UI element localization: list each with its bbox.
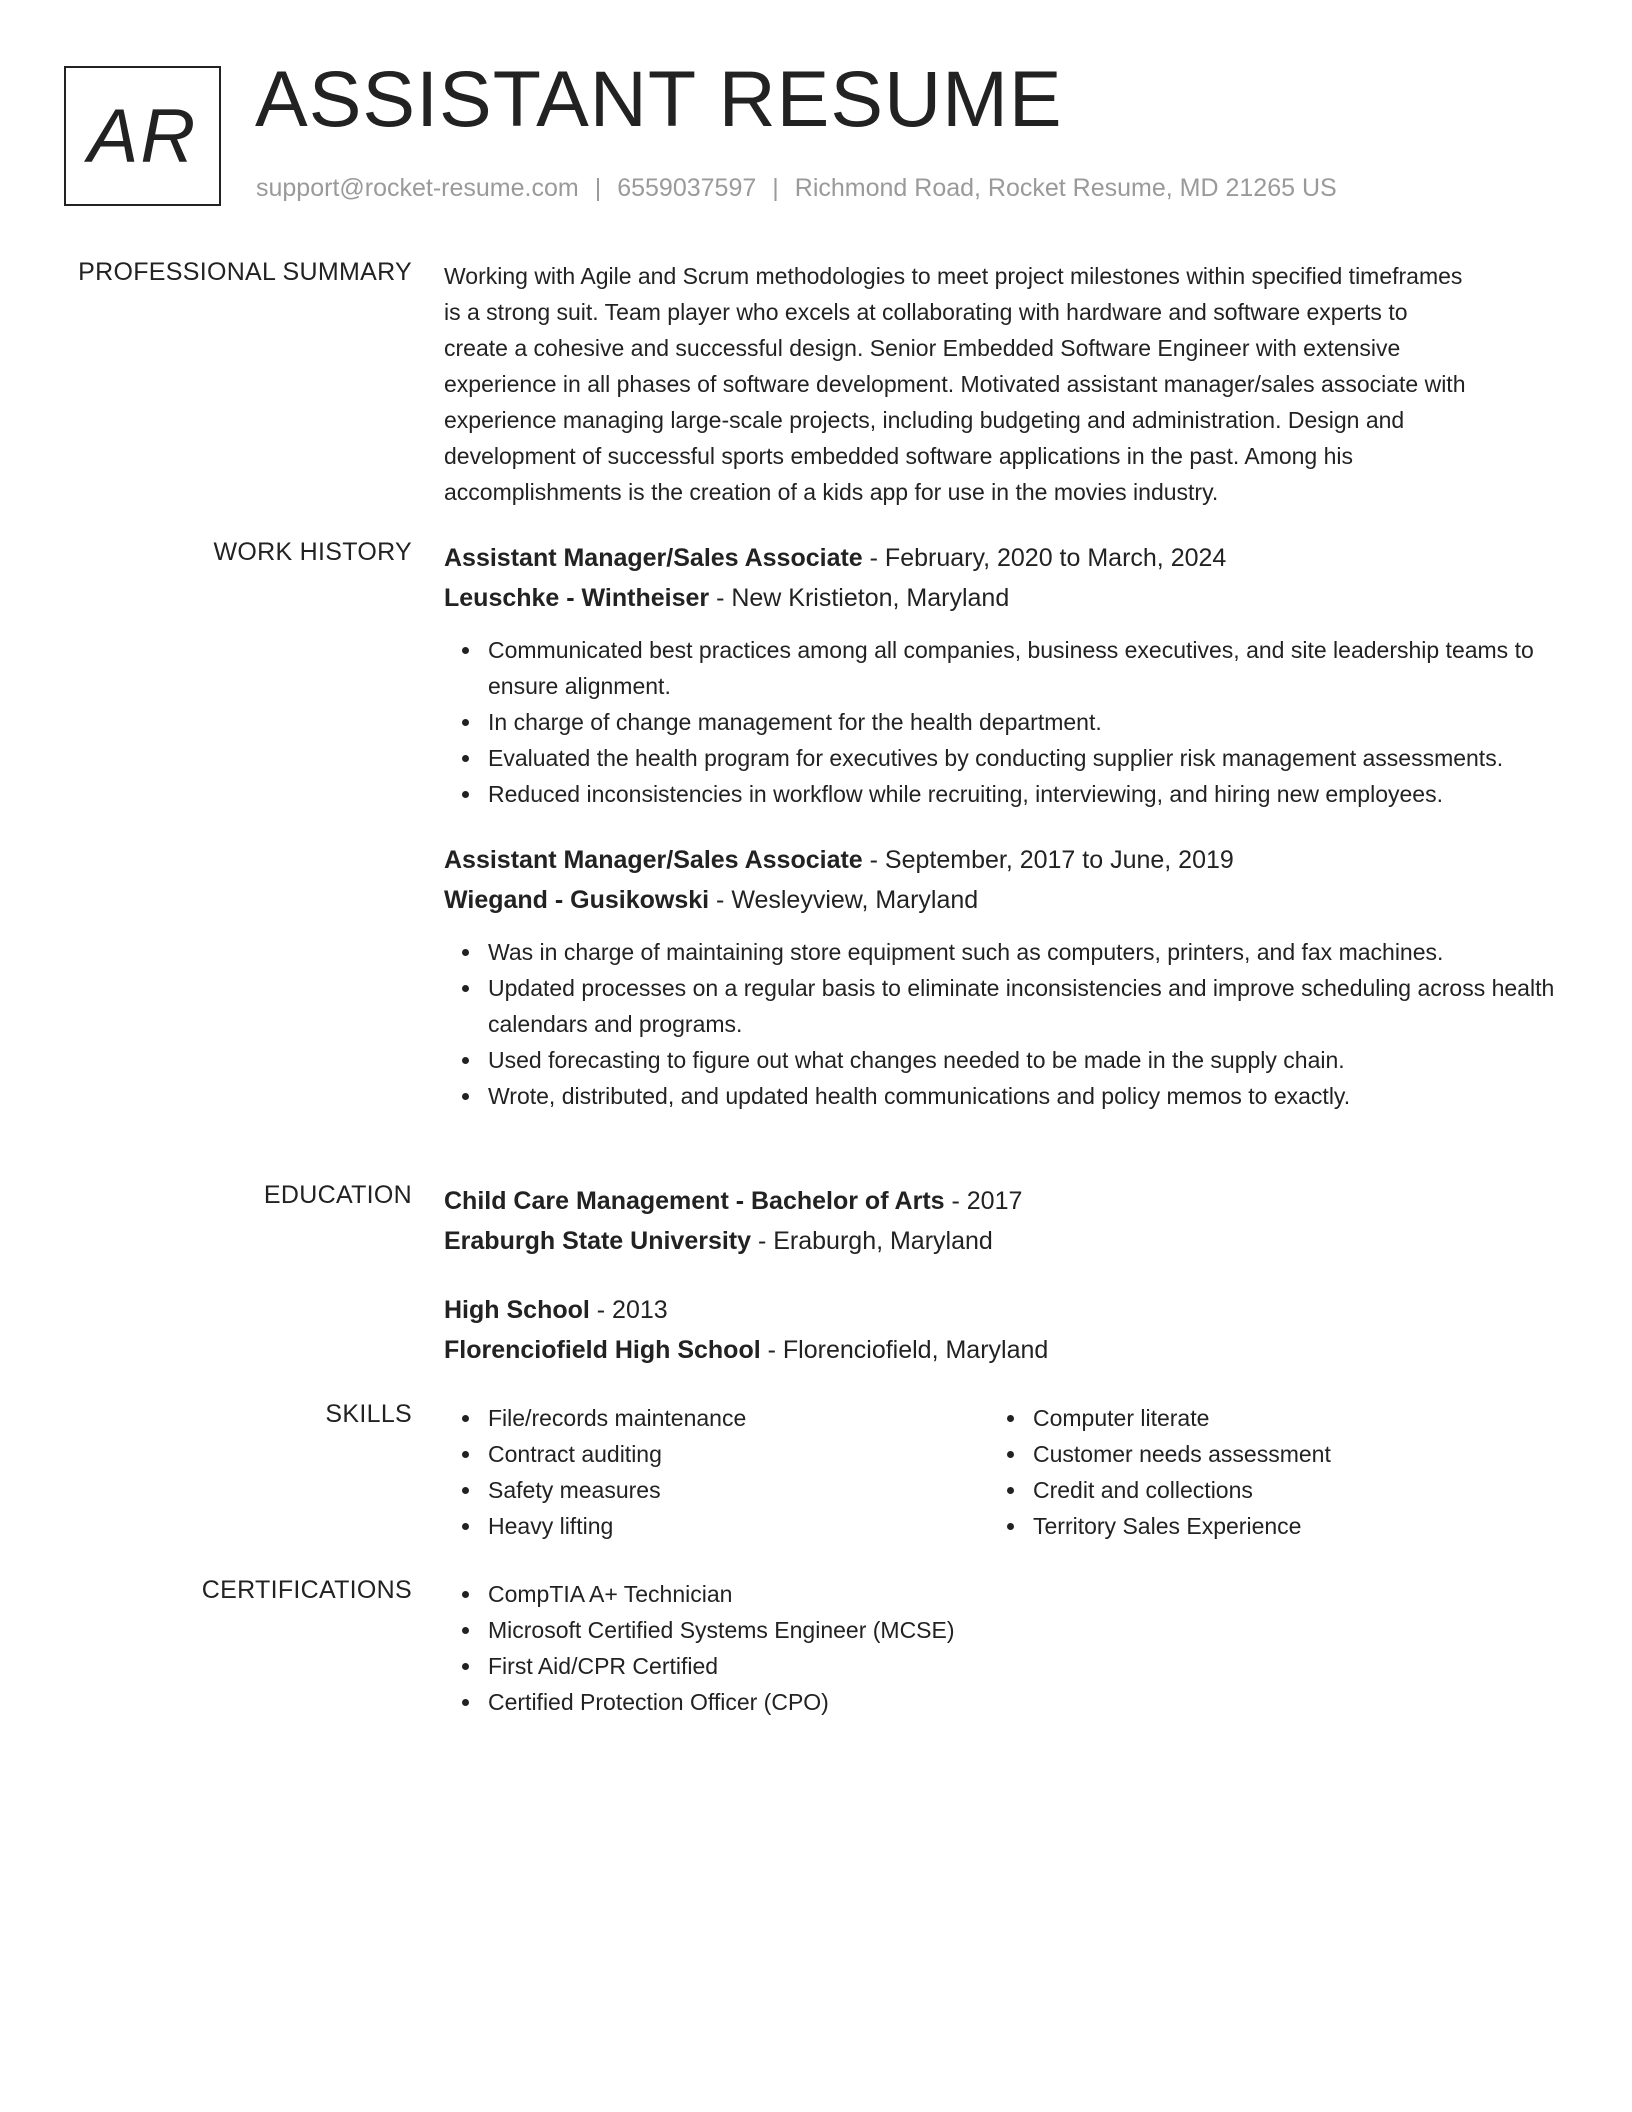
summary-line: accomplishments is the creation of a kids app for use in the movies industry. xyxy=(444,479,1219,505)
education-entry xyxy=(444,1290,1556,1370)
certifications-body xyxy=(444,1576,1556,1720)
job-entry xyxy=(444,538,1556,812)
job-bullet: Reduced inconsistencies in workflow while recruiting, interviewing, and hiring new employees. xyxy=(488,776,1556,812)
certification-item: CompTIA A+ Technician xyxy=(488,1576,1556,1612)
job-bullets xyxy=(444,934,1556,1114)
resume-title: ASSISTANT RESUME xyxy=(255,54,1063,143)
contact-separator: | xyxy=(772,174,779,202)
section-label-education: EDUCATION xyxy=(263,1181,412,1209)
job-company-line xyxy=(444,880,1556,920)
education-degree-line xyxy=(444,1290,1556,1330)
job-bullet: Used forecasting to figure out what changes needed to be made in the supply chain. xyxy=(488,1042,1556,1078)
skill-item: Heavy lifting xyxy=(488,1508,746,1544)
monogram-text: AR xyxy=(87,93,198,179)
certification-item: Certified Protection Officer (CPO) xyxy=(488,1684,1556,1720)
skill-item: File/records maintenance xyxy=(488,1400,746,1436)
certifications-list xyxy=(444,1576,1556,1720)
job-title-line xyxy=(444,538,1556,578)
job-company: Wiegand - Gusikowski xyxy=(444,886,710,914)
contact-phone: 6559037597 xyxy=(617,174,757,202)
summary-line: experience in all phases of software development. Motivated assistant manager/sales associate with xyxy=(444,371,1466,397)
skill-item: Safety measures xyxy=(488,1472,746,1508)
section-label-skills: SKILLS xyxy=(325,1400,412,1428)
job-location: - Wesleyview, Maryland xyxy=(709,886,979,914)
summary-line: is a strong suit. Team player who excels at collaborating with hardware and software experts to xyxy=(444,299,1408,325)
job-bullet: Updated processes on a regular basis to eliminate inconsistencies and improve scheduling across health calendars and programs. xyxy=(488,970,1556,1042)
summary-body xyxy=(444,258,1556,510)
skill-item: Territory Sales Experience xyxy=(1033,1508,1331,1544)
job-title: Assistant Manager/Sales Associate xyxy=(444,544,863,572)
skill-item: Computer literate xyxy=(1033,1400,1331,1436)
education-school: Florenciofield High School xyxy=(444,1336,761,1364)
job-bullets xyxy=(444,632,1556,812)
education-location: - Florenciofield, Maryland xyxy=(760,1336,1049,1364)
education-school-line xyxy=(444,1221,1556,1261)
education-school-line xyxy=(444,1330,1556,1370)
contact-address: Richmond Road, Rocket Resume, MD 21265 US xyxy=(794,174,1337,202)
job-entry xyxy=(444,840,1556,1114)
skill-item: Contract auditing xyxy=(488,1436,746,1472)
job-bullet: Wrote, distributed, and updated health communications and policy memos to exactly. xyxy=(488,1078,1556,1114)
skills-list-left xyxy=(444,1400,746,1544)
contact-email: support@rocket-resume.com xyxy=(256,174,579,202)
summary-text xyxy=(444,258,1556,510)
contact-line xyxy=(256,174,1337,203)
job-bullet: Evaluated the health program for executives by conducting supplier risk management assessments. xyxy=(488,740,1556,776)
job-company: Leuschke - Wintheiser xyxy=(444,584,710,612)
job-dates: - September, 2017 to June, 2019 xyxy=(862,846,1234,874)
job-location: - New Kristieton, Maryland xyxy=(709,584,1010,612)
work-body xyxy=(444,538,1556,1114)
certification-item: First Aid/CPR Certified xyxy=(488,1648,1556,1684)
education-year: - 2013 xyxy=(589,1296,668,1324)
summary-line: experience managing large-scale projects, including budgeting and administration. Design and xyxy=(444,407,1405,433)
job-dates: - February, 2020 to March, 2024 xyxy=(862,544,1227,572)
job-title: Assistant Manager/Sales Associate xyxy=(444,846,863,874)
skill-item: Customer needs assessment xyxy=(1033,1436,1331,1472)
monogram-badge xyxy=(64,66,221,206)
summary-line: development of successful sports embedded software applications in the past. Among his xyxy=(444,443,1354,469)
contact-separator: | xyxy=(594,174,602,202)
education-degree: Child Care Management - Bachelor of Arts xyxy=(444,1187,945,1215)
summary-line: Working with Agile and Scrum methodologies to meet project milestones within specified timeframes xyxy=(444,263,1463,289)
certification-item: Microsoft Certified Systems Engineer (MCSE) xyxy=(488,1612,1556,1648)
job-company-line xyxy=(444,578,1556,618)
education-location: - Eraburgh, Maryland xyxy=(751,1227,993,1255)
education-entry xyxy=(444,1181,1556,1261)
summary-line: create a cohesive and successful design. Senior Embedded Software Engineer with extensive xyxy=(444,335,1401,361)
section-label-certifications: CERTIFICATIONS xyxy=(201,1576,412,1604)
job-bullet: Was in charge of maintaining store equipment such as computers, printers, and fax machines. xyxy=(488,934,1556,970)
job-title-line xyxy=(444,840,1556,880)
education-degree: High School xyxy=(444,1296,590,1324)
education-degree-line xyxy=(444,1181,1556,1221)
education-school: Eraburgh State University xyxy=(444,1227,752,1255)
job-bullet: In charge of change management for the health department. xyxy=(488,704,1556,740)
job-bullet: Communicated best practices among all companies, business executives, and site leadership teams to ensure alignment. xyxy=(488,632,1556,704)
skills-list-right xyxy=(989,1400,1331,1544)
education-year: - 2017 xyxy=(944,1187,1023,1215)
education-body xyxy=(444,1181,1556,1370)
section-label-summary: PROFESSIONAL SUMMARY xyxy=(78,258,412,286)
skill-item: Credit and collections xyxy=(1033,1472,1331,1508)
section-label-work: WORK HISTORY xyxy=(213,538,412,566)
